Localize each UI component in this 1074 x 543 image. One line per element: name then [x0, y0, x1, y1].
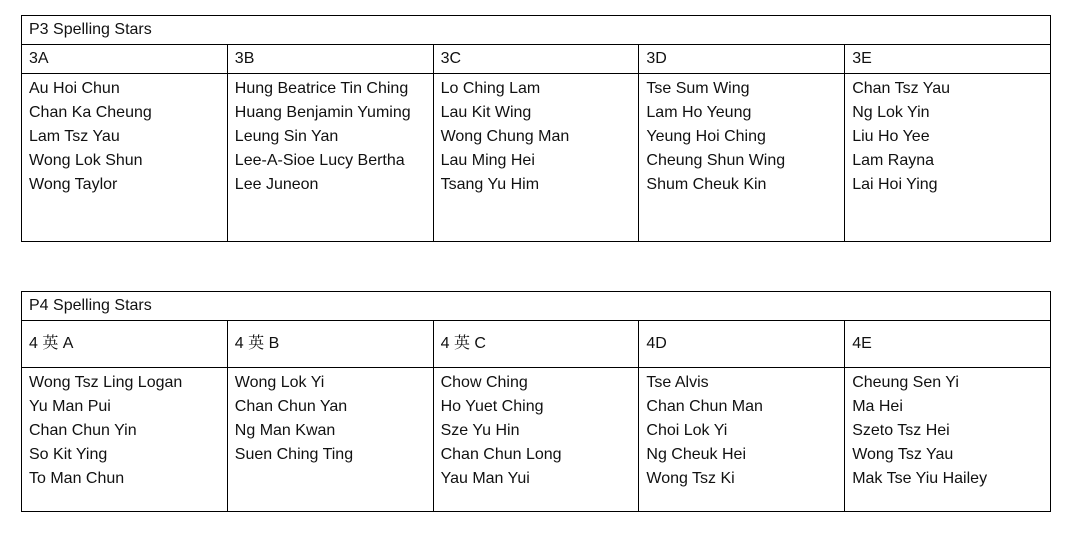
- student-name: Chan Chun Man: [646, 398, 763, 415]
- student-name: Wong Tsz Ki: [646, 470, 735, 487]
- student-name: Wong Tsz Yau: [852, 446, 954, 463]
- student-name: Huang Benjamin Yuming: [234, 104, 411, 121]
- student-name: Ng Cheuk Hei: [646, 446, 746, 463]
- student-name: Wong Taylor: [29, 176, 118, 193]
- student-name: Chow Ching: [440, 374, 528, 391]
- student-name: Chan Ka Cheung: [29, 104, 152, 121]
- student-name: Szeto Tsz Hei: [852, 422, 950, 439]
- class-header-4b: 4 英 B: [227, 321, 433, 368]
- student-name: Wong Lok Shun: [29, 152, 143, 169]
- names-cell-4a: [22, 368, 228, 512]
- student-name: Au Hoi Chun: [29, 80, 120, 97]
- student-name: Lau Ming Hei: [440, 152, 535, 169]
- student-name: Lam Ho Yeung: [646, 104, 752, 121]
- p4-spelling-stars-table: [21, 291, 1051, 512]
- student-name: Wong Tsz Ling Logan: [29, 374, 183, 391]
- class-header-4e: 4E: [845, 321, 1051, 368]
- names-cell-4b: [227, 368, 433, 512]
- names-cell-3c: [433, 74, 639, 242]
- class-header-3b: 3B: [227, 45, 433, 74]
- student-name: Wong Chung Man: [440, 128, 570, 145]
- names-cell-4e: [845, 368, 1051, 512]
- p3-spelling-stars-table: [21, 15, 1051, 242]
- student-name: Sze Yu Hin: [440, 422, 520, 439]
- student-name: Lau Kit Wing: [440, 104, 532, 121]
- student-name: Mak Tse Yiu Hailey: [852, 470, 988, 487]
- names-cell-4c: [433, 368, 639, 512]
- class-header-3a: 3A: [22, 45, 228, 74]
- class-header-4d: 4D: [639, 321, 845, 368]
- student-name: Chan Chun Yin: [29, 422, 137, 439]
- class-header-3d: 3D: [639, 45, 845, 74]
- student-name: Ho Yuet Ching: [440, 398, 544, 415]
- names-cell-3a: [22, 74, 228, 242]
- student-name: Chan Tsz Yau: [852, 80, 951, 97]
- student-name: Tse Alvis: [646, 374, 709, 391]
- student-name: Yeung Hoi Ching: [646, 128, 766, 145]
- student-name: Ng Man Kwan: [234, 422, 336, 439]
- student-name: Shum Cheuk Kin: [646, 176, 767, 193]
- p3-table-title: P3 Spelling Stars: [22, 16, 1051, 45]
- names-cell-3e: [845, 74, 1051, 242]
- student-name: Cheung Shun Wing: [646, 152, 786, 169]
- student-name: Lee Juneon: [234, 176, 319, 193]
- student-name: Chan Chun Yan: [234, 398, 348, 415]
- names-cell-3d: [639, 74, 845, 242]
- names-cell-3b: [227, 74, 433, 242]
- student-name: Suen Ching Ting: [234, 446, 354, 463]
- student-name: Tse Sum Wing: [646, 80, 750, 97]
- class-header-3e: 3E: [845, 45, 1051, 74]
- class-header-3c: 3C: [433, 45, 639, 74]
- student-name: To Man Chun: [29, 470, 125, 487]
- p4-table-title: P4 Spelling Stars: [22, 292, 1051, 321]
- student-name: Wong Lok Yi: [234, 374, 325, 391]
- student-name: Ng Lok Yin: [852, 104, 930, 121]
- student-name: Choi Lok Yi: [646, 422, 728, 439]
- student-name: Lam Tsz Yau: [29, 128, 120, 145]
- student-name: Tsang Yu Him: [440, 176, 540, 193]
- student-name: Lee-A-Sioe Lucy Bertha: [234, 152, 405, 169]
- student-name: Lo Ching Lam: [440, 80, 541, 97]
- class-header-4a: 4 英 A: [22, 321, 228, 368]
- student-name: Ma Hei: [852, 398, 903, 415]
- student-name: Chan Chun Long: [440, 446, 562, 463]
- student-name: So Kit Ying: [29, 446, 108, 463]
- student-name: Leung Sin Yan: [234, 128, 339, 145]
- student-name: Liu Ho Yee: [852, 128, 930, 145]
- class-header-4c: 4 英 C: [433, 321, 639, 368]
- student-name: Yau Man Yui: [440, 470, 530, 487]
- student-name: Hung Beatrice Tin Ching: [234, 80, 409, 97]
- student-name: Cheung Sen Yi: [852, 374, 959, 391]
- student-name: Lam Rayna: [852, 152, 935, 169]
- student-name: Lai Hoi Ying: [852, 176, 938, 193]
- names-cell-4d: [639, 368, 845, 512]
- student-name: Yu Man Pui: [29, 398, 111, 415]
